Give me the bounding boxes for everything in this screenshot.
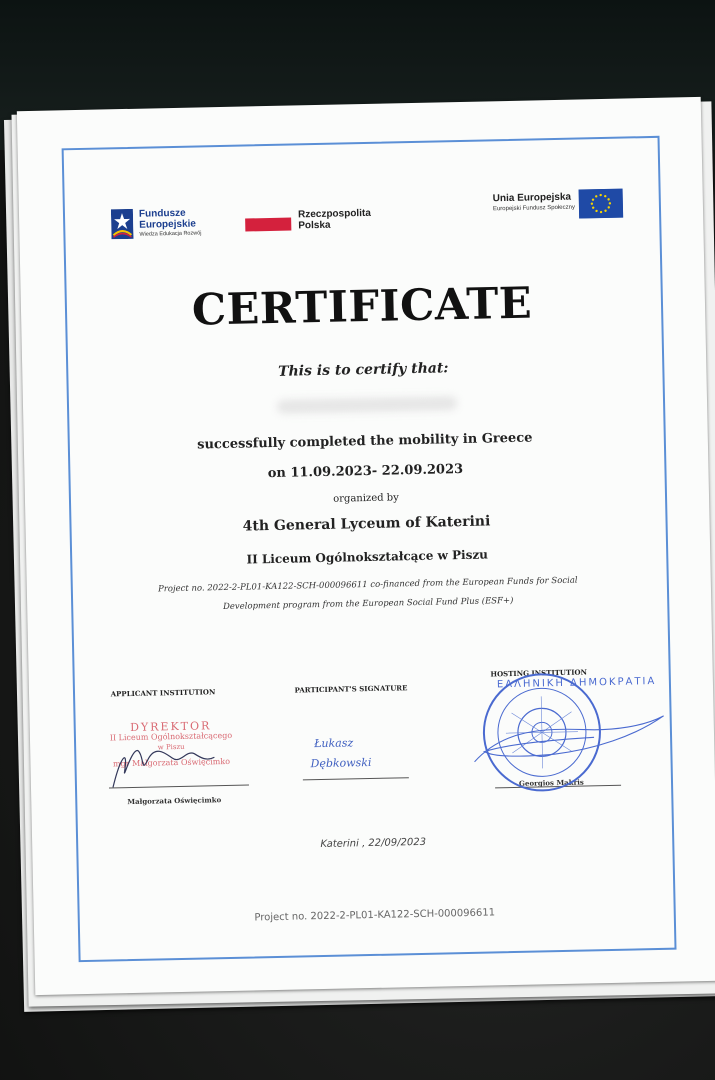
rp-title: Rzeczpospolita Polska [297, 207, 371, 232]
eu-subtitle: Europejski Fundusz Społeczny [492, 204, 576, 213]
place-and-date: Katerini , 22/09/2023 [320, 836, 427, 851]
poland-flag-icon [245, 218, 291, 232]
applicant-signature-line [109, 785, 249, 789]
hosting-signature-scribble [474, 716, 665, 762]
director-stamp [96, 721, 247, 770]
participant-handwriting-1: Łukasz [313, 736, 354, 751]
organizer-greece: 4th General Lyceum of Katerini [242, 513, 491, 535]
hosting-institution-label: HOSTING INSTITUTION [490, 667, 588, 679]
certify-subtitle: This is to certify that: [277, 360, 449, 380]
seal-text: ΕΛΛΗΝΙΚΗ ΔΗΜΟΚΡΑΤΙΑ [496, 675, 657, 691]
logo-rzeczpospolita-polska [245, 202, 386, 245]
project-note-line-2: Development program from the European Social Fund Plus (ESF+) [222, 595, 514, 613]
footer-project-number: Project no. 2022-2-PL01-KA122-SCH-000096611 [254, 907, 496, 924]
organized-by-text: organized by [333, 492, 399, 505]
stamp-school-line-1: II Liceum Ogólnokształcącego [109, 730, 233, 743]
fe-title: Fundusze Europejskie [138, 207, 197, 231]
eu-title: Unia Europejska [492, 191, 572, 205]
fe-subtitle: Wiedza Edukacja Rozwój [139, 230, 202, 238]
logo-unia-europejska [425, 187, 626, 231]
participant-signature-line [303, 777, 409, 780]
logo-fundusze-europejskie [111, 203, 232, 246]
participant-handwriting-2: Dębkowski [310, 755, 372, 771]
certificate-content [62, 136, 673, 958]
blurred-participant-name [277, 396, 457, 414]
stamp-school-line-2: w Piszu [157, 742, 185, 752]
fundusze-star-icon [111, 209, 134, 239]
certificate-sheet [17, 97, 715, 995]
mobility-dates: on 11.09.2023- 22.09.2023 [267, 461, 464, 482]
applicant-name: Małgorzata Oświęcimko [127, 795, 222, 807]
applicant-institution-label: APPLICANT INSTITUTION [110, 687, 216, 699]
completion-text: successfully completed the mobility in Greece [197, 430, 533, 453]
organizer-poland: II Liceum Ogólnokształcące w Piszu [246, 547, 489, 567]
stamp-title: DYREKTOR [129, 719, 212, 735]
stamp-name: mgr Małgorzata Oświęcimko [112, 756, 231, 769]
certificate-title: CERTIFICATE [191, 278, 533, 336]
project-note [111, 571, 626, 620]
hosting-name: Georgios Makris [518, 777, 584, 788]
project-note-line-1: Project no. 2022-2-PL01-KA122-SCH-000096611 co-financed from the European Funds for Social [157, 575, 578, 595]
participant-signature-label: PARTICIPANT'S SIGNATURE [294, 683, 408, 695]
eu-flag-icon [579, 189, 624, 219]
hosting-seal [483, 672, 659, 792]
